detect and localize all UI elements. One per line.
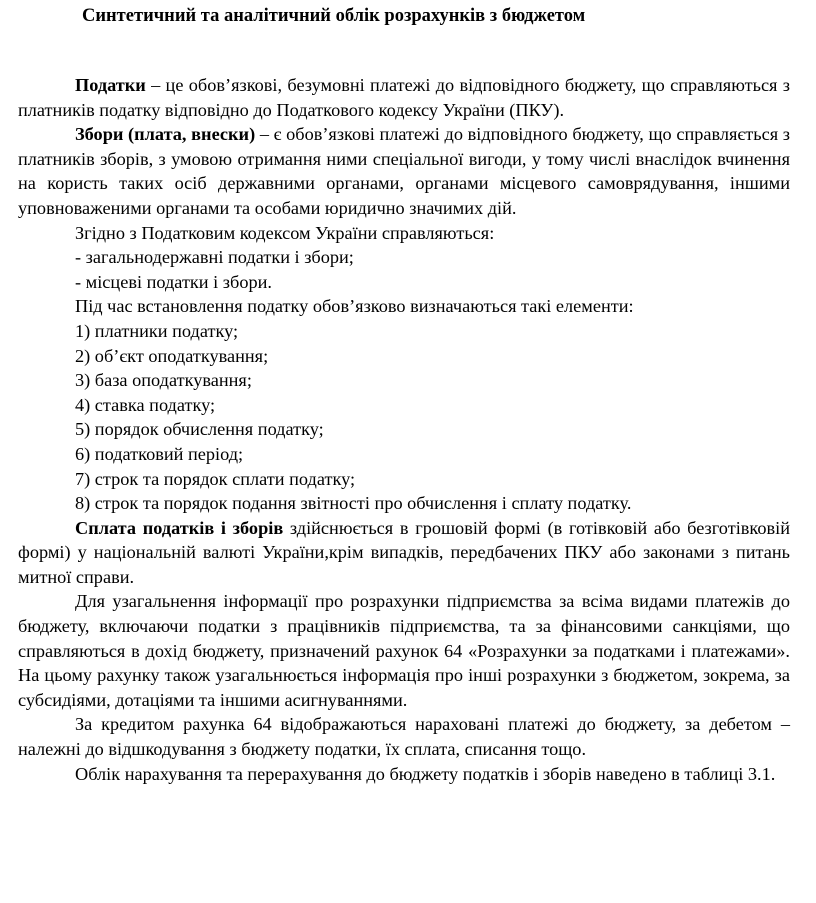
paragraph-account-64: Для узагальнення інформації про розрахунки підприємства за всіма видами платежів до бюджету, включаючи податки з працівників підприємства, та за фінансовими санкціями, що справляються в дохід бюджету, призначений рахунок 64 «Розрахунки за податками і платежами». На цьому рахунку також узагальнюється інформація про інші розрахунки з бюджетом, зокрема, за субсидіями, дотаціями та іншими асигнуваннями. bbox=[18, 591, 790, 710]
paragraph-elements-intro: Під час встановлення податку обов’язково визначаються такі елементи: bbox=[75, 296, 634, 317]
tax-payment-text: здійснюється в грошовій формі (в готівковій або безготівковій формі) у національній валюті України,крім випадків, передбачених ПКУ або законами з питань митної справи. bbox=[18, 517, 790, 587]
fees-definition-text: – є обов’язкові платежі до відповідного бюджету, що справляється з платників зборів, з умовою отримання ними спеціальної вигоди, у тому числі внаслідок вчинення на користь таких осіб державними органами, органами місцевого самоврядування, іншими уповноваженими органами та особами юридично значимих дій. bbox=[18, 124, 790, 218]
list-item: - місцеві податки і збори. bbox=[75, 271, 272, 292]
list-item: - загальнодержавні податки і збори; bbox=[75, 247, 354, 268]
paragraph-credit-debit: За кредитом рахунка 64 відображаються нараховані платежі до бюджету, за дебетом – належні до відшкодування з бюджету податки, їх сплата, списання тощо. bbox=[18, 714, 790, 760]
paragraph-fees-definition bbox=[18, 122, 790, 220]
taxes-definition-text: – це обов’язкові, безумовні платежі до відповідного бюджету, що справляються з платників податку відповідно до Податкового кодексу України (ПКУ). bbox=[18, 75, 790, 120]
paragraph-table-reference: Облік нарахування та перерахування до бюджету податків і зборів наведено в таблиці 3.1. bbox=[75, 763, 776, 784]
list-item: 4) ставка податку; bbox=[75, 394, 216, 415]
list-item: 5) порядок обчислення податку; bbox=[75, 419, 324, 440]
document-body bbox=[18, 73, 790, 786]
list-item: 1) платники податку; bbox=[75, 320, 239, 341]
page-title: Синтетичний та аналітичний облік розрахунків з бюджетом bbox=[82, 6, 586, 26]
list-item: 2) об’єкт оподаткування; bbox=[75, 345, 269, 366]
term-fees: Збори (плата, внески) bbox=[75, 124, 256, 145]
list-item: 3) база оподаткування; bbox=[75, 370, 252, 391]
list-item: 7) строк та порядок сплати податку; bbox=[75, 468, 356, 489]
list-item: 8) строк та порядок подання звітності про обчислення і сплату податку. bbox=[75, 493, 632, 514]
term-taxes: Податки bbox=[75, 75, 146, 95]
paragraph-taxes-definition bbox=[18, 73, 790, 122]
term-tax-payment: Сплата податків і зборів bbox=[75, 517, 284, 538]
paragraph-tax-code-intro: Згідно з Податковим кодексом України справляються: bbox=[75, 222, 495, 243]
paragraph-tax-payment bbox=[18, 516, 790, 590]
list-item: 6) податковий період; bbox=[75, 443, 244, 464]
